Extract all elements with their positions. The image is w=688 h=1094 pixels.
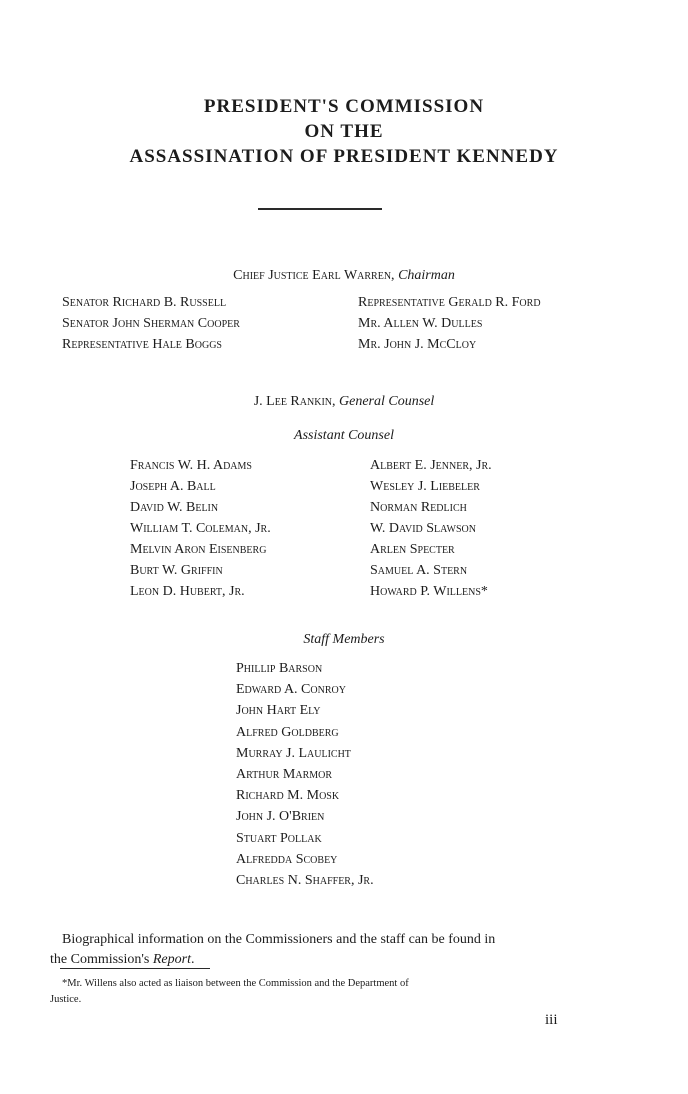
staff-members-list <box>236 658 374 891</box>
staff-member-name: John Hart Ely <box>236 703 321 719</box>
title-line-1: PRESIDENT'S COMMISSION <box>203 96 485 117</box>
assistant-counsel-name: Melvin Aron Eisenberg <box>130 542 267 557</box>
general-counsel-role: General Counsel <box>339 394 435 409</box>
commissioners-left-column <box>62 292 240 355</box>
footnote-line-2: Justice. <box>50 994 82 1005</box>
biographical-note-line-2 <box>50 950 495 970</box>
title-divider-rule <box>258 208 382 210</box>
assistant-counsel-name: Norman Redlich <box>370 500 467 515</box>
assistant-counsel-heading: Assistant Counsel <box>294 428 394 443</box>
assistant-counsel-left-column <box>130 455 271 602</box>
assistant-counsel-name: Burt W. Griffin <box>130 563 223 578</box>
commissioner-name: Representative Gerald R. Ford <box>358 295 541 310</box>
staff-member-name: Murray J. Laulicht <box>236 745 351 761</box>
assistant-counsel-name: Francis W. H. Adams <box>130 458 252 473</box>
general-counsel-name: J. Lee Rankin, <box>253 394 336 409</box>
commissioners-right-column <box>358 292 541 355</box>
assistant-counsel-right-column <box>370 455 492 602</box>
footnote-line-1: *Mr. Willens also acted as liaison between the Commission and the Department of <box>62 978 409 989</box>
page-number: iii <box>545 1012 558 1028</box>
staff-member-name: Stuart Pollak <box>236 830 322 846</box>
assistant-counsel-name: Leon D. Hubert, Jr. <box>130 584 245 599</box>
staff-member-name: Alfredda Scobey <box>236 851 338 867</box>
assistant-counsel-name: David W. Belin <box>130 500 219 515</box>
chairman-line <box>0 268 688 284</box>
assistant-counsel-name: Wesley J. Liebeler <box>370 479 480 494</box>
staff-members-heading: Staff Members <box>303 632 385 647</box>
staff-member-name: Edward A. Conroy <box>236 682 346 698</box>
assistant-counsel-name: Arlen Specter <box>370 542 455 557</box>
assistant-counsel-name: Samuel A. Stern <box>370 563 468 578</box>
commissioner-name: Mr. John J. McCloy <box>358 337 477 352</box>
chairman-name: Chief Justice Earl Warren, <box>233 268 395 283</box>
staff-member-name: Charles N. Shaffer, Jr. <box>236 872 374 888</box>
staff-member-name: Richard M. Mosk <box>236 788 340 804</box>
staff-member-name: Phillip Barson <box>236 661 323 676</box>
staff-member-name: Arthur Marmor <box>236 766 333 782</box>
general-counsel-line <box>0 394 688 410</box>
biographical-note-line-1: Biographical information on the Commissioners and the staff can be found in <box>62 932 496 947</box>
staff-member-name: Alfred Goldberg <box>236 724 339 740</box>
assistant-counsel-name: Howard P. Willens* <box>370 584 488 599</box>
title-line-2: ON THE <box>304 121 384 142</box>
commissioner-name: Representative Hale Boggs <box>62 337 222 352</box>
footnote <box>50 976 409 1008</box>
commissioner-name: Senator Richard B. Russell <box>62 295 227 310</box>
assistant-counsel-name: Albert E. Jenner, Jr. <box>370 458 492 473</box>
assistant-counsel-name: Joseph A. Ball <box>130 479 216 494</box>
assistant-counsel-name: William T. Coleman, Jr. <box>130 521 271 536</box>
commissioner-name: Mr. Allen W. Dulles <box>358 316 483 331</box>
biographical-note-prefix: the Commission's <box>50 952 153 967</box>
biographical-note <box>50 930 495 970</box>
chairman-role: Chairman <box>398 268 455 283</box>
biographical-note-suffix: . <box>190 952 195 967</box>
title-line-3: ASSASSINATION OF PRESIDENT KENNEDY <box>129 146 559 167</box>
assistant-counsel-name: W. David Slawson <box>370 521 477 536</box>
report-title: Report <box>152 952 191 967</box>
staff-member-name: John J. O'Brien <box>236 809 325 825</box>
footnote-divider-rule <box>60 968 210 969</box>
commissioner-name: Senator John Sherman Cooper <box>62 316 240 331</box>
